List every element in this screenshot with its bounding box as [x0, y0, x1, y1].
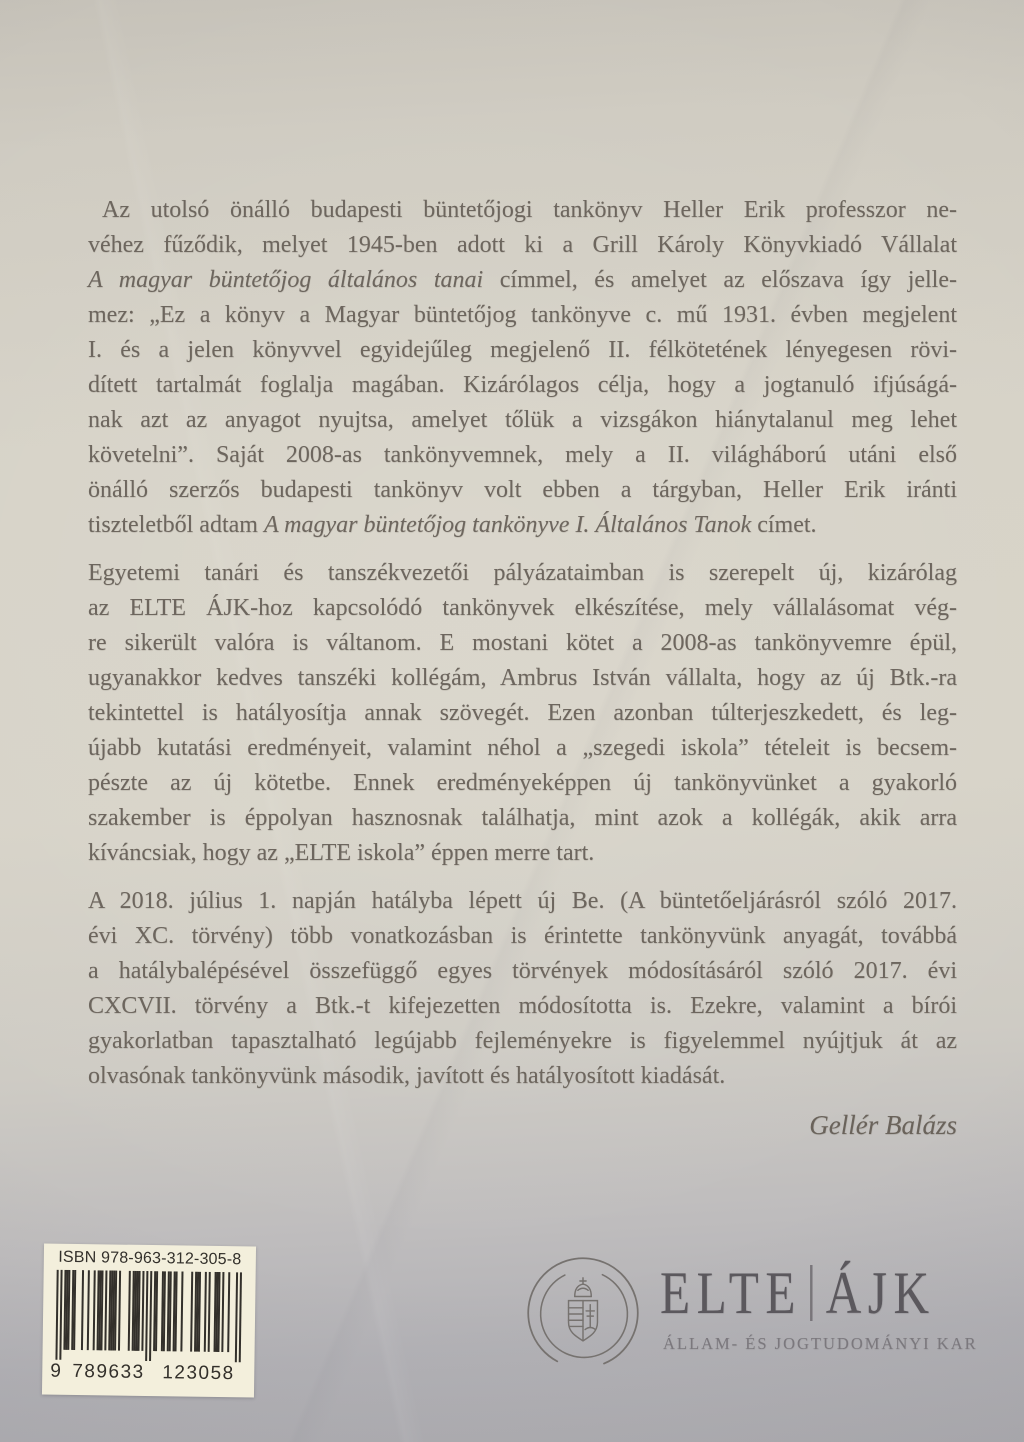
text-segment: évi XC. törvény) több vonatkozásban is érintette tankönyvünk anyagát, továbbá	[88, 923, 957, 949]
text-line	[88, 473, 957, 508]
text-line	[88, 1059, 957, 1094]
text-line	[88, 954, 957, 989]
text-segment: CXCVII. törvény a Btk.-t kifejezetten módosította is. Ezekre, valamint a bírói	[88, 993, 957, 1019]
publisher-name-elte: ELTE	[660, 1260, 802, 1326]
text-line	[88, 556, 957, 591]
text-segment: olvasónak tankönyvünk második, javított és hatályosított kiadását.	[88, 1063, 726, 1089]
text-line	[88, 919, 957, 954]
paragraph	[88, 193, 957, 543]
text-line	[88, 626, 957, 661]
text-segment: dített tartalmát foglalja magában. Kizárólagos célja, hogy a jogtanuló ifjúságá-	[88, 372, 957, 398]
text-segment: pészte az új kötetbe. Ennek eredményeképpen új tankönyvünket a gyakorló	[88, 770, 957, 796]
text-segment: tiszteletből adtam	[88, 512, 264, 538]
text-line	[88, 193, 957, 228]
text-line	[88, 731, 957, 766]
text-segment: re sikerült valóra is váltanom. E mostani kötet a 2008-as tankönyvemre épül,	[88, 630, 957, 656]
text-segment: újabb kutatási eredményeit, valamint néhol a „szegedi iskola” tételeit is becsem-	[88, 735, 957, 761]
divider-bar	[810, 1265, 812, 1321]
text-line	[88, 508, 957, 543]
text-segment: az ELTE ÁJK-hoz kapcsolódó tankönyvek elkészítése, mely vállalásomat vég-	[88, 595, 957, 621]
publisher-name-ajk: ÁJK	[825, 1260, 936, 1326]
text-segment: I. és a jelen könyvvel egyidejűleg megjelenő II. félkötetének lényegesen rövi-	[88, 337, 957, 363]
text-line	[88, 368, 957, 403]
barcode-digit-group1: 789633	[72, 1360, 145, 1383]
barcode-digit-first: 9	[50, 1360, 63, 1382]
text-segment: véhez fűződik, melyet 1945-ben adott ki a Grill Károly Könyvkiadó Vállalat	[88, 232, 957, 258]
text-segment: címet.	[751, 512, 817, 538]
barcode-digit-group2: 123058	[162, 1362, 235, 1385]
text-line	[88, 884, 957, 919]
isbn-barcode-icon	[49, 1270, 249, 1385]
text-line	[88, 989, 957, 1024]
text-segment: nak azt az anyagot nyujtsa, amelyet tőlük a vizsgákon hiánytalanul meg lehet	[88, 407, 957, 433]
text-line	[88, 661, 957, 696]
author-signature: Gellér Balázs	[809, 1110, 957, 1140]
text-segment: tekintettel is hatályosítja annak szövegét. Ezen azonban túlterjeszkedett, és leg-	[88, 700, 957, 726]
text-line	[88, 696, 957, 731]
text-line	[88, 263, 957, 298]
text-segment: Az utolsó önálló budapesti büntetőjogi tankönyv Heller Erik professzor ne-	[102, 197, 957, 223]
text-segment: A 2018. július 1. napján hatályba lépett új Be. (A büntetőeljárásról szóló 2017.	[88, 888, 957, 914]
text-line	[88, 836, 957, 871]
text-segment: ugyanakkor kedves tanszéki kollégám, Ambrus István vállalta, hogy az új Btk.-ra	[88, 665, 957, 691]
text-segment: A magyar büntetőjog tankönyve I. Általános Tanok	[263, 512, 752, 538]
text-segment: gyakorlatban tapasztalható legújabb fejleményekre is figyelemmel nyújtjuk át az	[88, 1028, 957, 1054]
text-segment: címmel, és amelyet az előszava így jelle-	[483, 267, 957, 293]
text-line	[88, 801, 957, 836]
paragraph	[88, 884, 957, 1094]
text-segment: kíváncsiak, hogy az „ELTE iskola” éppen merre tart.	[88, 840, 595, 866]
text-line	[88, 1024, 957, 1059]
isbn-label	[42, 1244, 256, 1398]
text-line	[88, 298, 957, 333]
paragraph	[88, 556, 957, 871]
text-line	[88, 438, 957, 473]
text-line	[88, 403, 957, 438]
text-segment: követelni”. Saját 2008-as tankönyvemnek, mely a II. világháború utáni első	[88, 442, 957, 468]
text-segment: szakember is éppolyan hasznosnak találhatja, mint azok a kollégák, akik arra	[88, 805, 957, 831]
blurb	[88, 193, 957, 1107]
text-segment: mez: „Ez a könyv a Magyar büntetőjog tankönyve c. mű 1931. évben megjelent	[88, 302, 957, 328]
elte-crest-icon	[521, 1251, 645, 1375]
publisher-wordmark	[660, 1261, 936, 1325]
isbn-number: ISBN 978-963-312-305-8	[58, 1248, 242, 1269]
text-line	[88, 591, 957, 626]
text-segment: a hatálybalépésével összefüggő egyes törvények módosításáról szóló 2017. évi	[88, 958, 957, 984]
text-segment: önálló szerzős budapesti tankönyv volt ebben a tárgyban, Heller Erik iránti	[88, 477, 957, 503]
text-line	[88, 333, 957, 368]
publisher-subtitle: ÁLLAM- ÉS JOGTUDOMÁNYI KAR	[663, 1334, 978, 1353]
text-segment: Egyetemi tanári és tanszékvezetői pályázataimban is szerepelt új, kizárólag	[88, 560, 957, 586]
text-line	[88, 766, 957, 801]
text-line	[88, 228, 957, 263]
text-segment: A magyar büntetőjog általános tanai	[88, 267, 484, 293]
